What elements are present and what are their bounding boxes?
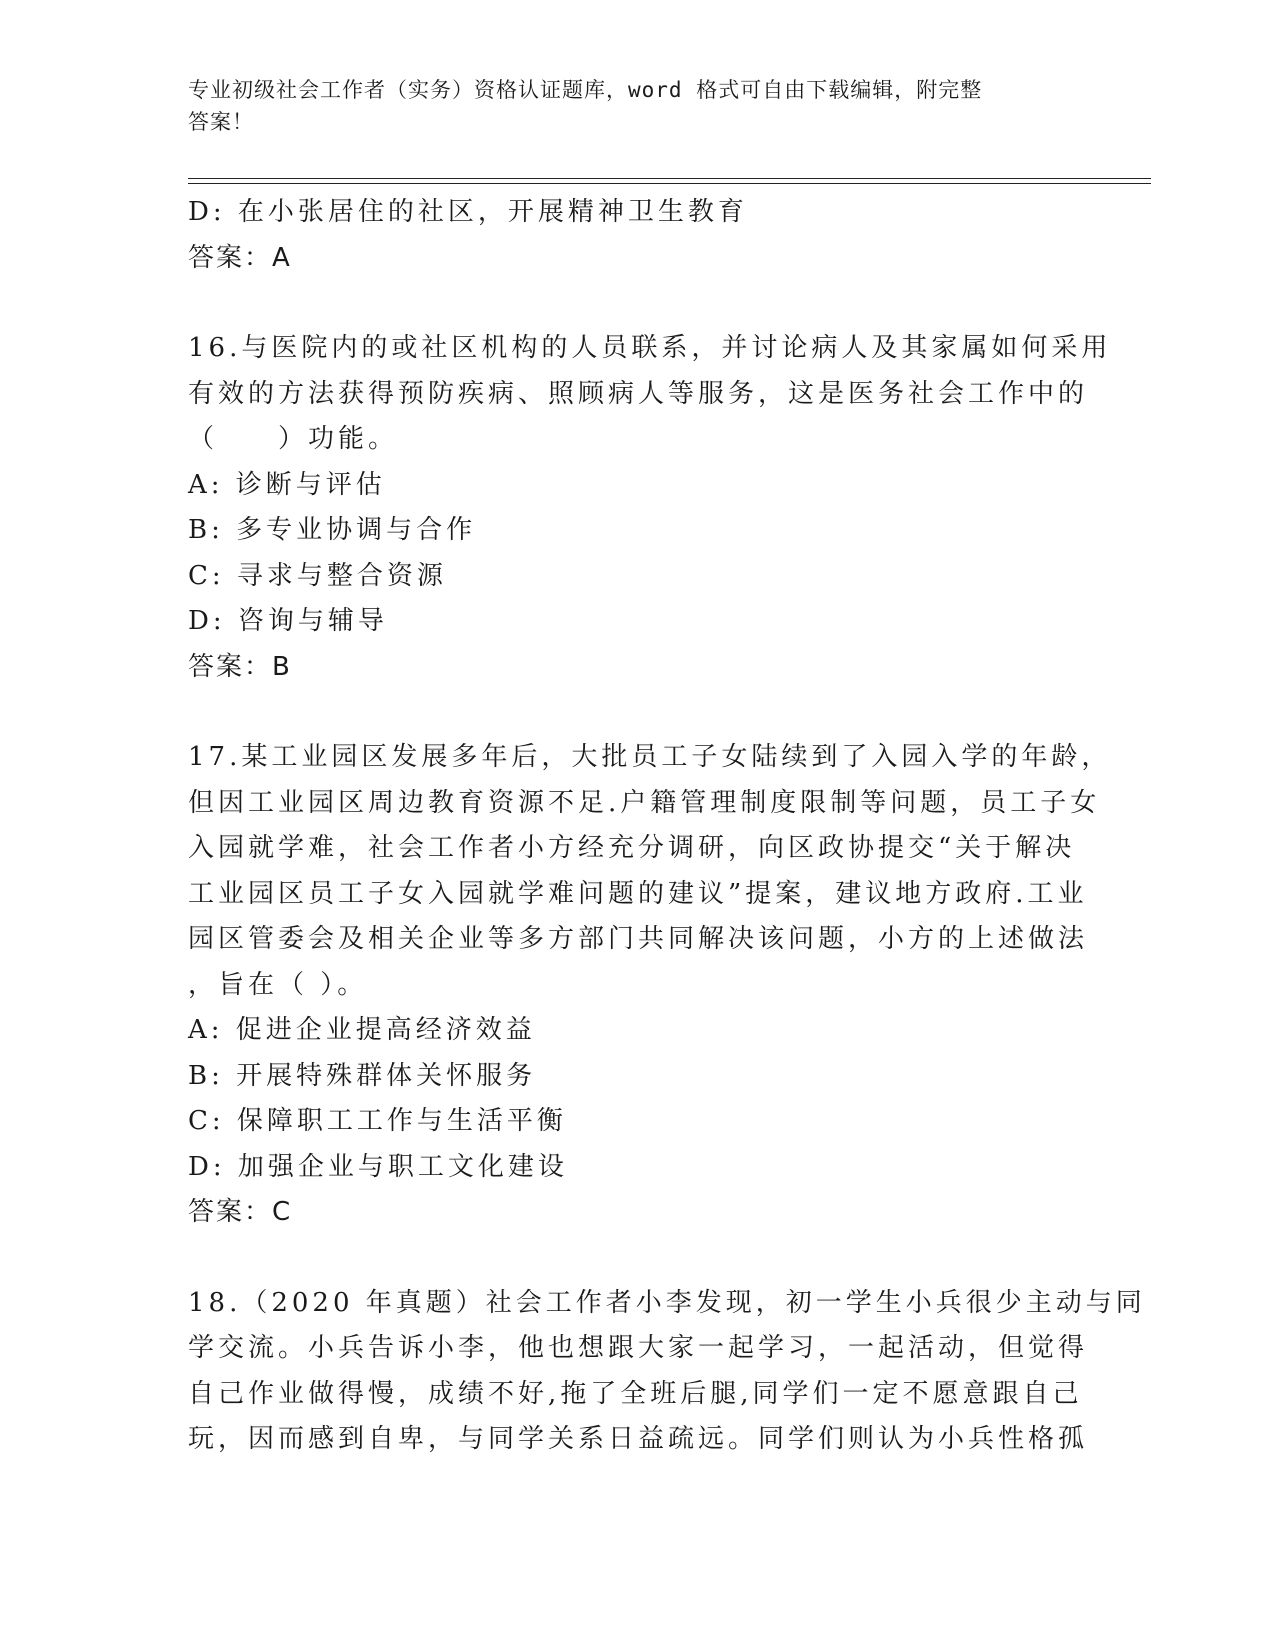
q16-option-b: B: 多专业协调与合作 [188, 515, 477, 545]
q16-option-d: D: 咨询与辅导 [188, 606, 388, 636]
q17-stem-line: 17.某工业园区发展多年后，大批员工子女陆续到了入园入学的年龄， [188, 742, 1112, 772]
document-header [188, 74, 1068, 138]
header-line-2: 答案！ [188, 110, 254, 134]
q18-stem-line: 学交流。小兵告诉小李，他也想跟大家一起学习，一起活动，但觉得 [188, 1333, 1089, 1363]
q16-option-c: C: 寻求与整合资源 [188, 560, 447, 591]
q16-stem-line: （ ）功能。 [188, 424, 399, 454]
q16-stem-line: 16.与医院内的或社区机构的人员联系，并讨论病人及其家属如何采用 [188, 333, 1112, 363]
q17-option-b: B: 开展特殊群体关怀服务 [188, 1060, 537, 1091]
q17-stem-line: ，旨在（ ）。 [188, 969, 368, 1000]
q18-stem-line: 18.（2020 年真题）社会工作者小李发现，初一学生小兵很少主动与同 [188, 1287, 1146, 1318]
q18-stem-line: 玩，因而感到自卑，与同学关系日益疏远。同学们则认为小兵性格孤 [188, 1424, 1089, 1454]
q17-option-d: D: 加强企业与职工文化建设 [188, 1151, 568, 1182]
q17-stem-line: 入园就学难，社会工作者小方经充分调研，向区政协提交“关于解决 [188, 833, 1076, 863]
header-divider-bottom [188, 183, 1151, 184]
spacer [188, 281, 1088, 326]
q15-answer: 答案：A [188, 242, 292, 273]
q18-stem-line: 自己作业做得慢，成绩不好,拖了全班后腿,同学们一定不愿意跟自己 [188, 1378, 1083, 1409]
q17-stem-line: 园区管委会及相关企业等多方部门共同解决该问题，小方的上述做法 [188, 924, 1089, 954]
question-16 [188, 326, 1112, 690]
q17-stem-line: 工业园区员工子女入园就学难问题的建议”提案，建议地方政府.工业 [188, 878, 1088, 909]
q15-option-d: D: 在小张居住的社区，开展精神卫生教育 [188, 197, 748, 227]
q16-stem-line: 有效的方法获得预防疾病、照顾病人等服务，这是医务社会工作中的 [188, 378, 1089, 409]
q17-option-a: A: 促进企业提高经济效益 [188, 1015, 536, 1045]
header-divider-top [188, 178, 1151, 179]
header-line-1: 专业初级社会工作者（实务）资格认证题库，word 格式可自由下载编辑，附完整 [188, 78, 983, 102]
spacer [188, 690, 1088, 735]
question-18 [188, 1281, 1146, 1463]
question-17 [188, 735, 1112, 1236]
q17-stem-line: 但因工业园区周边教育资源不足.户籍管理制度限制等问题，员工子女 [188, 787, 1101, 818]
q17-answer: 答案：C [188, 1197, 293, 1227]
question-content [188, 190, 1146, 1463]
q16-answer: 答案：B [188, 651, 292, 682]
spacer [188, 1236, 1088, 1281]
q16-option-a: A: 诊断与评估 [188, 469, 386, 500]
q17-option-c: C: 保障职工工作与生活平衡 [188, 1106, 567, 1136]
